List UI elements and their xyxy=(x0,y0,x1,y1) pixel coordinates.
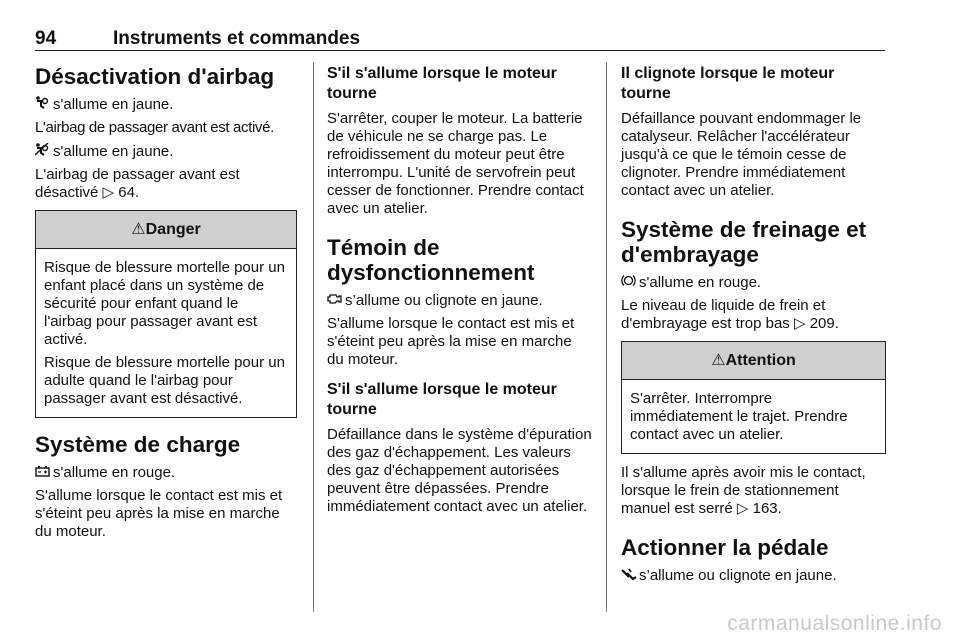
danger-box xyxy=(35,210,297,418)
attention-text: S'arrêter. Interrompre immédiatement le trajet. Prendre contact avec un atelier. xyxy=(630,390,848,443)
page-ref-arrow-icon: ▷ xyxy=(793,315,806,332)
column-1 xyxy=(35,64,297,546)
section-heading-charging: Système de charge xyxy=(35,432,241,457)
column-divider xyxy=(606,62,607,612)
airbag-off-icon xyxy=(35,142,53,160)
battery-icon xyxy=(35,463,53,481)
subheading-engine-running: S'il s'allume lorsque le moteur tourne xyxy=(327,65,557,102)
airbag-deactivated-text: L'airbag de passager avant est désactivé ▷ 64. xyxy=(35,166,240,201)
airbag-on-icon xyxy=(35,95,53,113)
pedal-line: s’allume ou clignote en jaune. xyxy=(621,566,886,585)
malfunction-line: s’allume ou clignote en jaune. xyxy=(327,291,592,310)
brake-line: s'allume en rouge. xyxy=(621,273,886,292)
danger-text-2: Risque de blessure mortelle pour un adulte quand le l'airbag pour passager avant est désactivé. xyxy=(44,354,285,407)
page-ref[interactable]: 163. xyxy=(752,500,782,517)
danger-header: ⚠Danger xyxy=(36,211,296,249)
charging-text: S'allume lorsque le contact est mis et s'éteint peu après la mise en marche du moteur. xyxy=(35,487,283,540)
section-heading-pedal: Actionner la pédale xyxy=(621,535,829,560)
airbag-active-text: L'airbag de passager avant est activé. xyxy=(35,119,274,136)
page-header xyxy=(35,28,885,51)
warning-triangle-icon: ⚠ xyxy=(711,352,726,369)
warning-triangle-icon: ⚠ xyxy=(131,221,146,238)
page-ref-arrow-icon: ▷ xyxy=(102,184,115,201)
column-3 xyxy=(621,64,886,590)
subheading-engine-running-2: S'il s'allume lorsque le moteur tourne xyxy=(327,381,557,418)
airbag-on-line: s'allume en jaune. xyxy=(35,95,297,114)
pedal-icon xyxy=(621,566,639,584)
brake-warning-icon xyxy=(621,273,639,291)
page-number: 94 xyxy=(35,28,57,49)
column-2 xyxy=(327,64,592,521)
page-ref-arrow-icon: ▷ xyxy=(736,500,749,517)
catalyst-text: Défaillance pouvant endommager le catalyseur. Relâcher l'accélérateur jusqu'à ce que le témoin cesse de clignoter. Prendre immédiatement contact avec un atelier. xyxy=(621,110,862,199)
page-ref[interactable]: 64. xyxy=(118,184,140,201)
watermark: carmanualsonline.info xyxy=(727,612,942,635)
battery-line: s'allume en rouge. xyxy=(35,463,297,482)
section-heading-malfunction: Témoin de dysfonctionnement xyxy=(327,235,535,285)
section-heading-airbag: Désactivation d'airbag xyxy=(35,64,275,89)
danger-text-1: Risque de blessure mortelle pour un enfant placé dans un système de sécurité pour enfant quand le l'airbag pour passager avant est activé. xyxy=(44,259,285,348)
malfunction-text: S'allume lorsque le contact est mis et s'éteint peu après la mise en marche du moteur. xyxy=(327,315,575,368)
section-heading-brake: Système de freinage et d'embrayage xyxy=(621,217,867,267)
page-ref[interactable]: 209. xyxy=(809,315,839,332)
column-divider xyxy=(313,62,314,612)
attention-header: ⚠Attention xyxy=(622,342,885,380)
charging-fault-text: S'arrêter, couper le moteur. La batterie de véhicule ne se charge pas. Le refroidissement du moteur peut être interrompu. L'unité de servofrein peut cesser de fonctionner. Prendre contact avec un atelier. xyxy=(327,110,584,217)
subheading-flashing: Il clignote lorsque le moteur tourne xyxy=(621,65,835,102)
attention-box xyxy=(621,341,886,454)
exhaust-fault-text: Défaillance dans le système d'épuration des gaz d'échappement. Les valeurs des gaz d'échappement autorisées peuvent être dépassées. Prendre immédiatement contact avec un atelier. xyxy=(327,426,592,515)
airbag-off-line: s'allume en jaune. xyxy=(35,142,297,161)
brake-fluid-text: Le niveau de liquide de frein et d'embrayage est trop bas ▷ 209. xyxy=(621,297,839,332)
engine-check-icon xyxy=(327,291,345,309)
parking-brake-text: Il s'allume après avoir mis le contact, lorsque le frein de stationnement manuel est serré ▷ 163. xyxy=(621,464,866,517)
chapter-title: Instruments et commandes xyxy=(113,28,361,49)
